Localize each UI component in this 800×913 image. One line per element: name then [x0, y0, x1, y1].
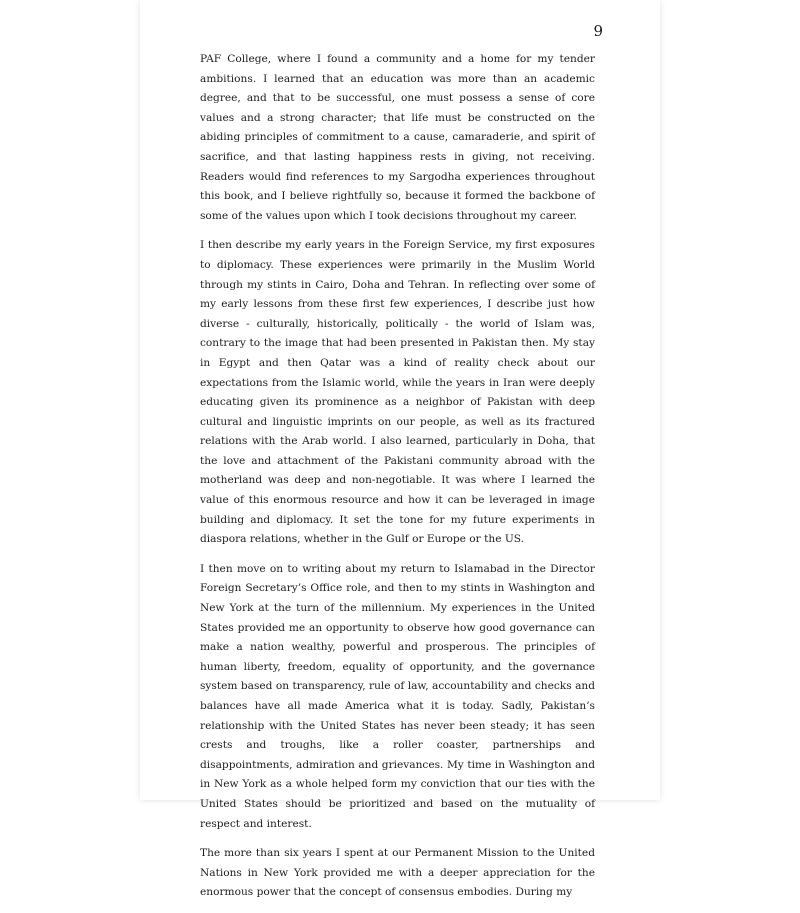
body-text	[200, 50, 595, 913]
page-number: 9	[593, 22, 603, 40]
paragraph-3: I then move on to writing about my return to Islamabad in the Director Foreign Secretary’s Office role, and then to my stints in Washington and New York at the turn of the millennium. My experiences in the United States provided me an opportunity to observe how good governance can make a nation wealthy, powerful and prosperous. The principles of human liberty, freedom, equality of opportunity, and the governance system based on transparency, rule of law, accountability and checks and balances have all made America what it is today. Sadly, Pakistan’s relationship with the United States has never been steady; it has seen crests and troughs, like a roller coaster, partnerships and disappointments, admiration and grievances. My time in Washington and in New York as a whole helped form my conviction that our ties with the United States should be prioritized and based on the mutuality of respect and interest.	[200, 562, 595, 830]
paragraph-2: I then describe my early years in the Foreign Service, my first exposures to diplomacy. These experiences were primarily in the Muslim World through my stints in Cairo, Doha and Tehran. In reflecting over some of my early lessons from these first few experiences, I describe just how diverse - culturally, historically, politically - the world of Islam was, contrary to the image that had been presented in Pakistan then. My stay in Egypt and then Qatar was a kind of reality check about our expectations from the Islamic world, while the years in Iran were deeply educating given its prominence as a neighbor of Pakistan with deep cultural and linguistic imprints on our people, as well as its fractured relations with the Arab world. I also learned, particularly in Doha, that the love and attachment of the Pakistani community abroad with the motherland was deep and non-negotiable. It was where I learned the value of this enormous resource and how it can be leveraged in image building and diplomacy. It set the tone for my future experiments in diaspora relations, whether in the Gulf or Europe or the US.	[200, 239, 595, 546]
paragraph-1: PAF College, where I found a community and a home for my tender ambitions. I learned that an education was more than an academic degree, and that to be successful, one must possess a sense of core values and a strong character; that life must be constructed on the abiding principles of commitment to a cause, camaraderie, and spirit of sacrifice, and that lasting happiness rests in giving, not receiving. Readers would find references to my Sargodha experiences throughout this book, and I believe rightfully so, because it formed the backbone of some of the values upon which I took decisions throughout my career.	[200, 53, 595, 222]
book-page	[140, 0, 660, 899]
paragraph-4: The more than six years I spent at our Permanent Mission to the United Nations in New York provided me with a deeper appreciation for the enormous power that the concept of consensus embodies. During my	[200, 847, 595, 899]
